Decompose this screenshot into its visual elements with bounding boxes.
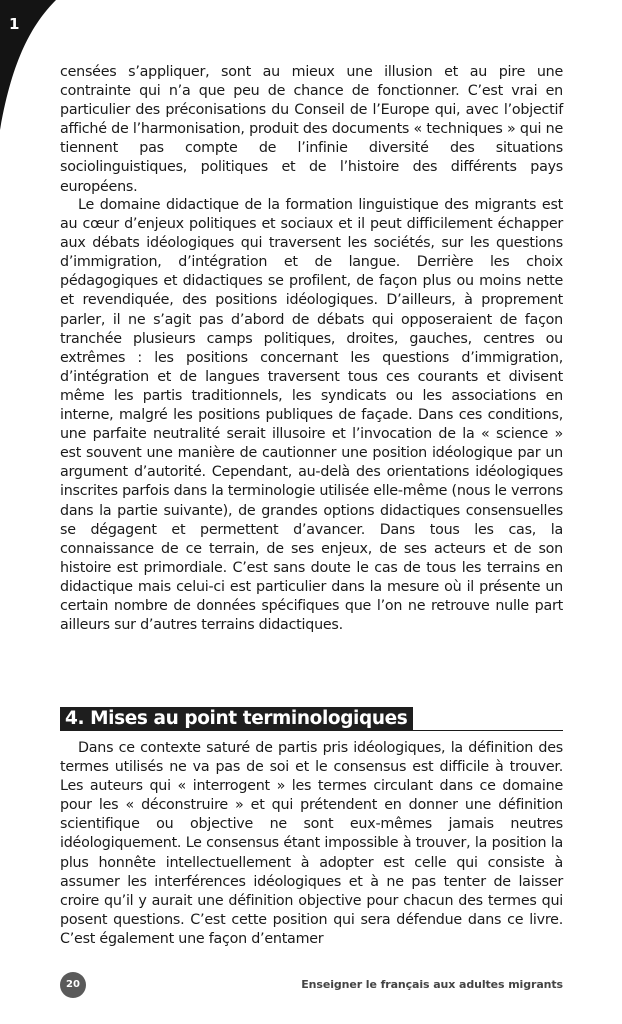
chapter-number: 1	[9, 15, 20, 33]
paragraph: Le domaine didactique de la formation linguistique des migrants est au cœur d’enjeux politiques et sociaux et il peut difficilement échapper aux débats idéologiques qui traversent les sociétés, sur les questions d’immigration, d’intégration et de langue. Derrière les choix pédagogiques et didactiques se profilent, de façon plus ou moins nette et revendiquée, des positions idéologiques. D’ailleurs, à proprement parler, il ne s’agit pas d’abord de débats qui opposeraient de façon tranchée plusieurs camps politiques, droites, gauches, centres ou extrêmes : les positions concernant les questions d’immigration, d’intégration et de langues traversent tous ces courants et divisent même les partis traditionnels, les syndicats ou les associations en interne, malgré les positions publiques de façade. Dans ces conditions, une parfaite neutralité serait illusoire et l’invocation de la « science » est souvent une manière de cautionner une position idéologique par un argument d’autorité. Cependant, au-delà des orientations idéologiques inscrites parfois dans la terminologie utilisée elle-même (nous le verrons dans la partie suivante), de grandes options didactiques consensuelles se dégagent et permettent d’avancer. Dans tous les cas, la connaissance de ce terrain, de ses enjeux, de ses acteurs et de son histoire est primordiale. C’est sans doute le cas de tous les terrains en didactique mais celui-ci est particulier dans la mesure où il présente un certain nombre de données spécifiques que l’on ne retrouve nulle part ailleurs sur d’autres terrains didactiques.	[60, 197, 563, 634]
body-text-top	[60, 63, 563, 197]
paragraph: censées s’appliquer, sont au mieux une illusion et au pire une contrainte qui n’a que peu de chance de fonctionner. C’est vrai en particulier des préconisations du Conseil de l’Europe qui, avec l’objectif affiché de l’harmonisation, produit des documents « techniques » qui ne tiennent pas compte de l’infinie diversité des situations sociolinguistiques, politiques et de l’histoire des différents pays européens.	[60, 64, 563, 195]
body-text-bottom	[60, 739, 563, 949]
body-text-middle	[60, 196, 563, 635]
paragraph: Dans ce contexte saturé de partis pris idéologiques, la définition des termes utilisés ne va pas de soi et le consensus est difficile à trouver. Les auteurs qui « interrogent » les termes circulant dans ce domaine pour les « déconstruire » et qui prétendent en donner une définition scientifique ou objective ne sont eux-mêmes jamais neutres idéologiquement. Le consensus étant impossible à trouver, la position la plus honnête intellectuellement à adopter est celle qui consiste à assumer les interférences idéologiques et à ne pas tenter de laisser croire qu’il y aurait une définition objective pour chacun des termes qui posent questions. C’est cette position qui sera défendue dans ce livre. C’est également une façon d’entamer	[60, 740, 563, 947]
page-number: 20	[60, 972, 86, 998]
running-footer-title: Enseigner le français aux adultes migrants	[301, 978, 563, 991]
section-heading	[60, 707, 563, 731]
section-heading-title: 4. Mises au point terminologiques	[60, 707, 413, 731]
